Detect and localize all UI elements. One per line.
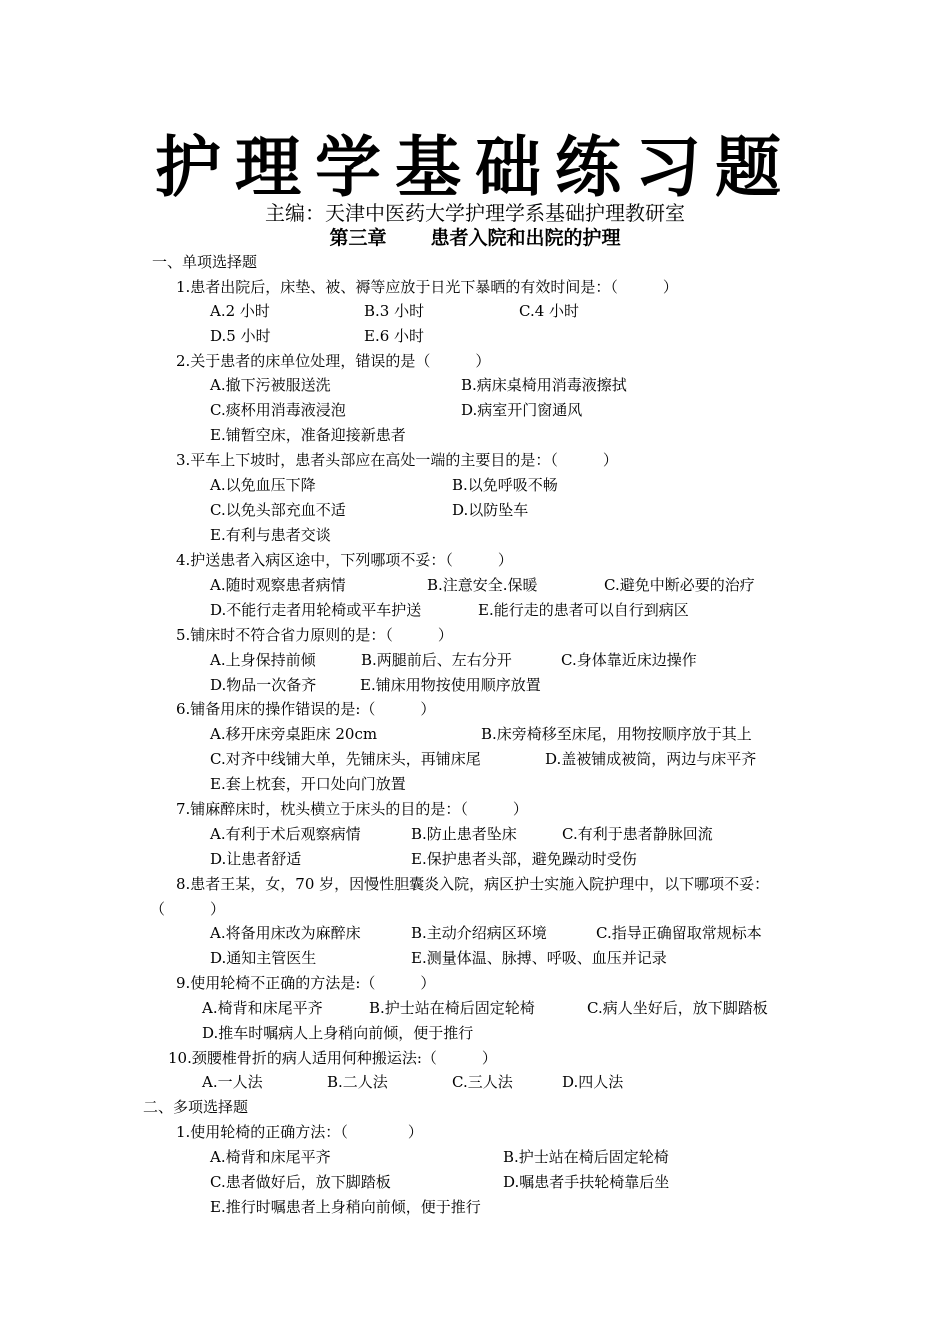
- option: D.让患者舒适: [210, 850, 302, 868]
- option: E.套上枕套，开口处向门放置: [210, 775, 406, 793]
- option: A.2 小时: [210, 302, 270, 320]
- option: D.病室开门窗通风: [461, 401, 583, 419]
- question-stem: 5.铺床时不符合省力原则的是：（ ）: [176, 626, 453, 644]
- section-heading: 二、多项选择题: [143, 1098, 249, 1116]
- option: C.4 小时: [519, 302, 580, 320]
- option: D.推车时嘱病人上身稍向前倾，便于推行: [202, 1024, 474, 1042]
- option: A.椅背和床尾平齐: [210, 1148, 331, 1166]
- option: B.病床桌椅用消毒液擦拭: [461, 376, 627, 394]
- chapter-title: 患者入院和出院的护理: [430, 227, 621, 249]
- option: E.铺暂空床，准备迎接新患者: [210, 426, 406, 444]
- question-stem: 9.使用轮椅不正确的方法是:（ ）: [176, 974, 436, 992]
- option: A.移开床旁桌距床 20cm: [210, 725, 378, 743]
- option: A.将备用床改为麻醉床: [210, 924, 361, 942]
- option: E.保护患者头部，避免躁动时受伤: [411, 850, 637, 868]
- option: D.盖被铺成被筒，两边与床平齐: [545, 750, 757, 768]
- option: D.物品一次备齐: [210, 676, 317, 694]
- option: C.避免中断必要的治疗: [604, 576, 755, 594]
- option: A.以免血压下降: [210, 476, 316, 494]
- chapter-heading: [0, 225, 950, 251]
- question-stem: 4.护送患者入病区途中，下列哪项不妥：（ ）: [176, 551, 513, 569]
- option: C.三人法: [452, 1073, 513, 1091]
- option: C.病人坐好后，放下脚踏板: [587, 999, 768, 1017]
- option: E.能行走的患者可以自行到病区: [478, 601, 689, 619]
- option: B.护士站在椅后固定轮椅: [503, 1148, 669, 1166]
- option: D.以防坠车: [452, 501, 529, 519]
- question-stem: 3.平车上下坡时，患者头部应在高处一端的主要目的是：（ ）: [176, 451, 618, 469]
- option: B.两腿前后、左右分开: [361, 651, 512, 669]
- option: E.推行时嘱患者上身稍向前倾，便于推行: [210, 1198, 481, 1216]
- option: C.对齐中线铺大单，先铺床头，再铺床尾: [210, 750, 481, 768]
- option: A.随时观察患者病情: [210, 576, 346, 594]
- option: E.有利与患者交谈: [210, 526, 331, 544]
- option: B.3 小时: [364, 302, 425, 320]
- option: A.椅背和床尾平齐: [202, 999, 323, 1017]
- question-stem: 1.患者出院后，床垫、被、褥等应放于日光下暴晒的有效时间是：（ ）: [176, 278, 678, 296]
- option: C.指导正确留取常规标本: [596, 924, 762, 942]
- option: D.嘱患者手扶轮椅靠后坐: [503, 1173, 670, 1191]
- option: B.护士站在椅后固定轮椅: [369, 999, 535, 1017]
- option: D.四人法: [562, 1073, 624, 1091]
- question-stem: 2.关于患者的床单位处理，错误的是（ ）: [176, 352, 491, 370]
- question-stem: 10.颈腰椎骨折的病人适用何种搬运法:（ ）: [168, 1049, 497, 1067]
- question-stem: 7.铺麻醉床时，枕头横立于床头的目的是：（ ）: [176, 800, 528, 818]
- option: C.有利于患者静脉回流: [562, 825, 713, 843]
- option: A.撤下污被服送洗: [210, 376, 331, 394]
- section-heading: 一、单项选择题: [152, 253, 258, 271]
- option: C.以免头部充血不适: [210, 501, 346, 519]
- option: B.防止患者坠床: [411, 825, 517, 843]
- question-stem: 1.使用轮椅的正确方法：（ ）: [176, 1123, 423, 1141]
- question-stem: 6.铺备用床的操作错误的是:（ ）: [176, 700, 436, 718]
- option: D.不能行走者用轮椅或平车护送: [210, 601, 422, 619]
- document-title: 护理学基础练习题: [155, 129, 795, 206]
- option: B.二人法: [327, 1073, 388, 1091]
- chapter-number: 第三章: [329, 227, 387, 249]
- editor-line: 主编：天津中医药大学护理学系基础护理教研室: [265, 201, 685, 225]
- question-stem: 8.患者王某，女，70 岁，因慢性胆囊炎入院，病区护士实施入院护理中，以下哪项不妥：: [176, 875, 770, 893]
- option: D.5 小时: [210, 327, 271, 345]
- option: C.身体靠近床边操作: [561, 651, 697, 669]
- option: C.患者做好后，放下脚踏板: [210, 1173, 391, 1191]
- option: E.测量体温、脉搏、呼吸、血压并记录: [411, 949, 667, 967]
- answer-blank: （ ）: [150, 900, 226, 918]
- option: D.通知主管医生: [210, 949, 317, 967]
- option: C.痰杯用消毒液浸泡: [210, 401, 346, 419]
- option: B.注意安全.保暖: [427, 576, 538, 594]
- option: A.有利于术后观察病情: [210, 825, 361, 843]
- option: B.主动介绍病区环境: [411, 924, 547, 942]
- option: A.上身保持前倾: [210, 651, 316, 669]
- option: B.床旁椅移至床尾，用物按顺序放于其上: [481, 725, 752, 743]
- option: E.6 小时: [364, 327, 425, 345]
- option: A.一人法: [202, 1073, 263, 1091]
- option: B.以免呼吸不畅: [452, 476, 558, 494]
- option: E.铺床用物按使用顺序放置: [360, 676, 541, 694]
